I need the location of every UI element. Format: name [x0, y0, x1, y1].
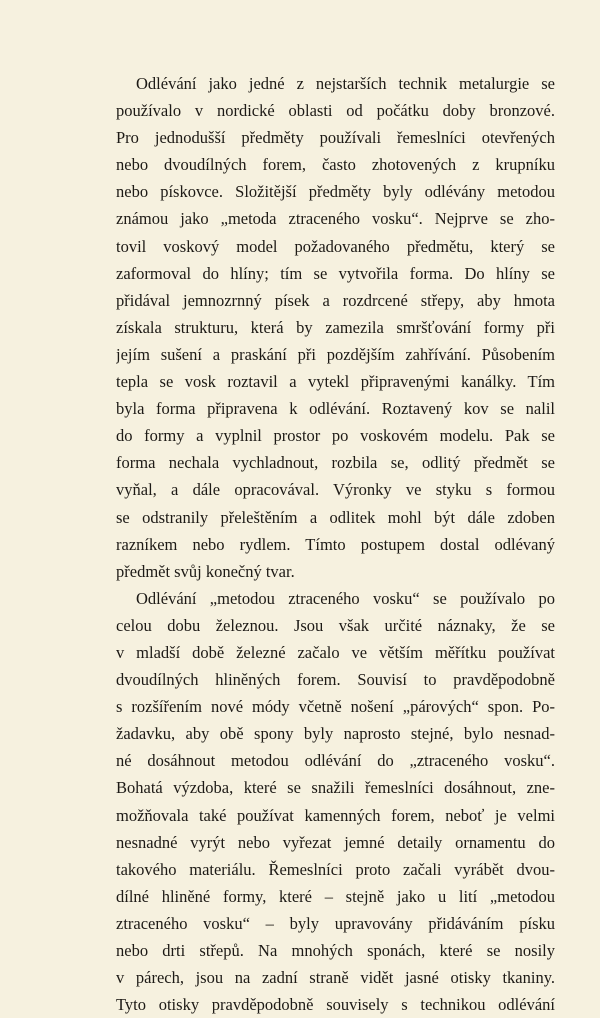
text-line: takového materiálu. Řemeslníci proto začali vyrábět dvou- [116, 859, 555, 879]
text-line: přidával jemnozrnný písek a rozdrcené střepy, aby hmota [116, 290, 555, 310]
body-text [116, 70, 555, 1018]
text-line: jejím sušení a praskání při pozdějším zahřívání. Působením [116, 344, 555, 364]
text-line: razníkem nebo rydlem. Tímto postupem dostal odlévaný [116, 534, 555, 554]
text-line: nebo dvoudílných forem, často zhotovených z krupníku [116, 155, 555, 175]
text-line: používalo v nordické oblasti od počátku doby bronzové. [116, 101, 555, 121]
text-line: zaformoval do hlíny; tím se vytvořila forma. Do hlíny se [116, 263, 555, 283]
text-line: získala strukturu, která by zamezila smršťování formy při [116, 317, 555, 337]
text-line: né dosáhnout metodou odlévání do „ztraceného vosku“. [116, 751, 555, 771]
text-line: s rozšířením nové módy včetně nošení „párových“ spon. Po- [116, 697, 555, 717]
text-line: tepla se vosk roztavil a vytekl připravenými kanálky. Tím [116, 372, 555, 392]
text-line: vyňal, a dále opracovával. Výronky ve styku s formou [116, 480, 555, 500]
text-line: dvoudílných hliněných forem. Souvisí to pravděpodobně [116, 670, 555, 690]
text-line: tovil voskový model požadovaného předmětu, který se [116, 236, 555, 256]
text-line: Odlévání „metodou ztraceného vosku“ se používalo po [136, 588, 555, 608]
text-line: známou jako „metoda ztraceného vosku“. Nejprve se zho- [116, 209, 555, 229]
text-line: do formy a vyplnil prostor po voskovém modelu. Pak se [116, 426, 555, 446]
text-line: nebo pískovce. Složitější předměty byly odlévány metodou [116, 182, 555, 202]
text-line: předmět svůj konečný tvar. [116, 561, 295, 581]
text-line: ztraceného vosku“ – byly upravovány přidáváním písku [116, 913, 555, 933]
text-line: Bohatá výzdoba, které se snažili řemeslníci dosáhnout, zne- [116, 778, 555, 798]
text-line: se odstranily přeleštěním a odlitek mohl být dále zdoben [116, 507, 555, 527]
text-line: celou dobu železnou. Jsou však určité náznaky, že se [116, 615, 555, 635]
text-line: forma nechala vychladnout, rozbila se, odlitý předmět se [116, 453, 555, 473]
text-line: v párech, jsou na zadní straně vidět jasné otisky tkaniny. [116, 968, 555, 988]
text-line: žadavku, aby obě spony byly naprosto stejné, bylo nesnad- [116, 724, 555, 744]
text-line: nesnadné vyrýt nebo vyřezat jemné detaily ornamentu do [116, 832, 555, 852]
text-line: v mladší době železné začalo ve větším měřítku používat [116, 642, 555, 662]
text-line: byla forma připravena k odlévání. Roztavený kov se nalil [116, 399, 555, 419]
text-line: Odlévání jako jedné z nejstarších technik metalurgie se [136, 74, 555, 93]
paragraph-2 [116, 585, 555, 1018]
text-line: Tyto otisky pravděpodobně souvisely s technikou odlévání [116, 995, 555, 1015]
text-line: dílné hliněné formy, které – stejně jako u lití „metodou [116, 886, 555, 906]
text-line: nebo drti střepů. Na mnohých sponách, které se nosily [116, 941, 555, 960]
text-line: možňovala také používat kamenných forem, neboť je velmi [116, 805, 555, 825]
text-line: Pro jednodušší předměty používali řemeslníci otevřených [116, 128, 555, 148]
paragraph-1 [116, 70, 555, 585]
